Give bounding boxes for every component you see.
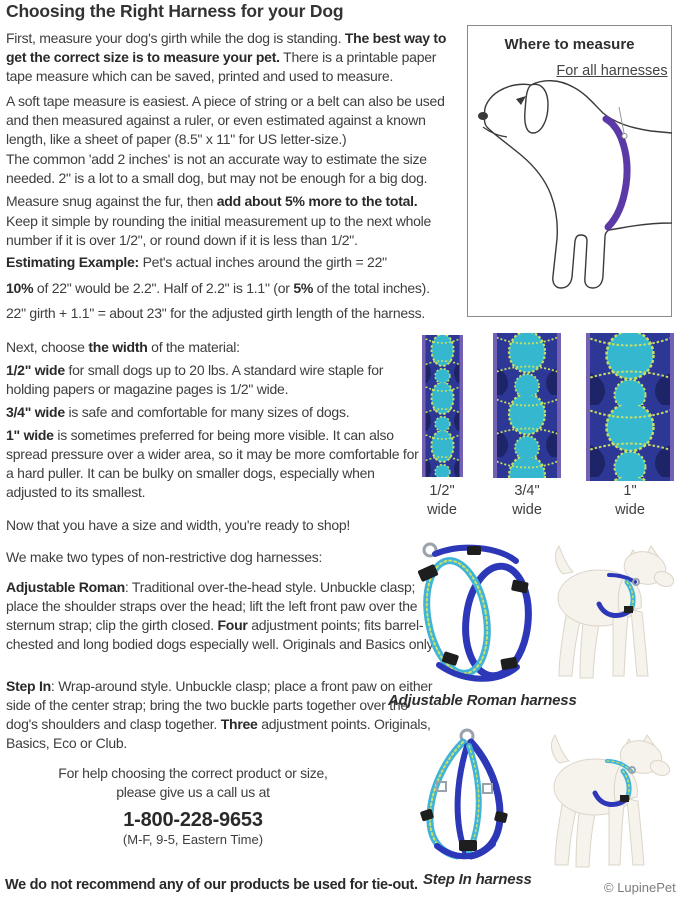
width-paragraph: 1/2" wide for small dogs up to 20 lbs. A standard wire staple for holding papers or magazine pages is 1/2" wide. — [6, 362, 384, 397]
intro-paragraph: Keep it simple by rounding the initial measurement up to the next whole number if it is over 1/2", or round down if it is less than 1/2". — [6, 213, 432, 248]
webbing-swatch-three-quarter-inch — [493, 333, 561, 478]
help-block — [0, 764, 386, 847]
harness-paragraph: We make two types of non-restrictive dog harnesses: — [6, 549, 323, 565]
step-in-harness-caption: Step In harness — [423, 871, 532, 888]
roman-harness-caption: Adjustable Roman harness — [388, 692, 577, 709]
phone-number: 1-800-228-9653 — [123, 809, 263, 831]
width-paragraph: 3/4" wide is safe and comfortable for many sizes of dogs. — [6, 404, 350, 420]
page-title: Choosing the Right Harness for your Dog — [6, 1, 344, 21]
intro-paragraph: Estimating Example: Pet's actual inches around the girth = 22" — [6, 254, 387, 270]
width-paragraph: 1" wide is sometimes preferred for being more visible. It can also spread pressure over a wider area, so it may be more comfortable for a hard puller. It can be bulky on smaller dogs, especially when adjusted to its smallest. — [6, 427, 419, 500]
mannequin-front-leg — [609, 803, 624, 865]
step-in-harness-mannequin — [543, 727, 673, 877]
help-line-2: please give us a call us at — [116, 784, 270, 800]
width-paragraph: Now that you have a size and width, you're ready to shop! — [6, 517, 351, 533]
dog-nose — [478, 112, 488, 120]
dog-outline — [484, 81, 672, 288]
help-line-1: For help choosing the correct product or size, — [58, 765, 328, 781]
intro-paragraph: The common 'add 2 inches' is not an accurate way to estimate the size needed. 2" is a lot to a small dog, but may not be enough for a big dog. — [6, 151, 428, 186]
swatch-label-one: 1" wide — [615, 483, 645, 518]
intro-paragraph: 10% of 22" would be 2.2". Half of 2.2" is 1.1" (or 5% of the total inches). — [6, 280, 430, 296]
measure-box — [467, 25, 672, 317]
harness-paragraph: Step In: Wrap-around style. Unbuckle clasp; place a front paw on either side of the center strap; bring the two buckle parts together over the dog's shoulders and clasp together. Three adjustment points. Originals, Basics, Eco or Club. — [6, 678, 433, 751]
intro-paragraph: First, measure your dog's girth while the dog is standing. The best way to get the correct size is to measure your pet. There is a printable paper tape measure which can be saved, printed and used to measure. — [6, 30, 447, 84]
harness-paragraph: Adjustable Roman: Traditional over-the-head style. Unbuckle clasp; place the shoulder straps over the head; lift the left front paw over the sternum strap; clip the girth closed. Four adjustment points; fits barrel-chested and long bodied dogs especially well. Originals and Basics only. — [6, 579, 437, 652]
mannequin-front-leg — [627, 799, 644, 865]
width-paragraph: Next, choose the width of the material: — [6, 339, 240, 355]
measure-callout-label: For all harnesses — [556, 63, 668, 79]
webbing-swatch-half-inch — [422, 335, 463, 477]
intro-paragraph: A soft tape measure is easiest. A piece of string or a belt can also be used and then measured against a ruler, or even estimated against a known length, like a sheet of paper (8.5" x 11" for US letter-size.) — [6, 93, 445, 147]
webbing-swatch-one-inch — [586, 333, 674, 481]
measure-box-title: Where to measure — [504, 36, 635, 53]
mannequin-tail — [552, 735, 569, 763]
intro-paragraph: 22" girth + 1.1" = about 23" for the adjusted girth length of the harness. — [6, 305, 426, 321]
phone-hours: (M-F, 9-5, Eastern Time) — [122, 832, 264, 847]
intro-paragraph: Measure snug against the fur, then add about 5% more to the total. — [6, 193, 418, 209]
callout-dot — [622, 134, 627, 139]
mannequin-front-leg — [631, 610, 648, 676]
copyright-credit: © LupinePet — [604, 880, 676, 895]
swatch-label-three-quarter: 3/4" wide — [512, 483, 542, 518]
roman-harness-photo — [413, 537, 535, 689]
mannequin-front-leg — [613, 614, 628, 676]
mannequin-tail — [556, 546, 573, 574]
roman-harness-mannequin — [547, 538, 677, 688]
footer-note: We do not recommend any of our products be used for tie-out. — [5, 877, 418, 893]
step-in-harness-photo — [409, 726, 517, 868]
swatch-label-half: 1/2" wide — [427, 483, 457, 518]
